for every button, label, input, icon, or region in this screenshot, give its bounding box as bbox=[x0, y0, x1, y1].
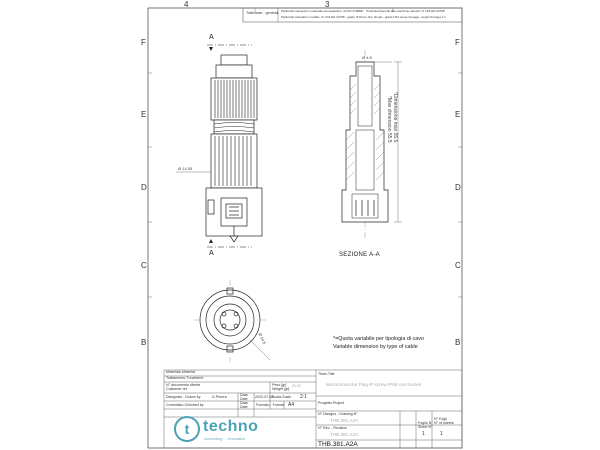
tolerance-label: Tolleranze - generali bbox=[246, 11, 279, 15]
date-label-2: Data bbox=[240, 401, 248, 405]
designer-label: Disegnato - Drawn by bbox=[166, 395, 201, 399]
zone-letter-c-left: C bbox=[141, 261, 147, 270]
revision-value: THB.381.A2A bbox=[330, 432, 359, 437]
zone-letter-f-left: F bbox=[141, 38, 146, 47]
date-label: Data bbox=[240, 393, 248, 397]
scale-label: Scala-Scale bbox=[272, 395, 292, 399]
designer-value: G.Pirrera bbox=[212, 395, 227, 399]
dimension-top-diameter: Ø 4.8 bbox=[362, 55, 372, 60]
material-label: Materiale-Material: bbox=[166, 370, 196, 374]
dimension-max-length-it: *Dimensione max 55.5 bbox=[392, 92, 398, 143]
dimension-side-diameter: Ø 14.55 bbox=[178, 166, 193, 171]
dimension-max-length-en: *Max dimension 55.5 bbox=[386, 96, 392, 143]
zone-number-3: 3 bbox=[325, 0, 330, 9]
note-italian: *=Quota variabile per tipologia di cavo bbox=[333, 336, 424, 342]
section-mark-bottom: A bbox=[209, 250, 214, 257]
sheets-label: N° Fogli bbox=[434, 417, 447, 421]
zone-number-4: 4 bbox=[184, 0, 189, 9]
scale-value: 2:1 bbox=[300, 394, 307, 400]
revision-label: N° Rev. - Revision bbox=[318, 426, 348, 430]
drawing-value: THB.381.A2A bbox=[330, 418, 359, 423]
zone-letter-e-left: E bbox=[141, 110, 147, 119]
svg-text:t: t bbox=[184, 421, 190, 437]
sheets-value: 1 bbox=[440, 431, 443, 437]
techno-logo-mark bbox=[175, 417, 199, 441]
zone-letter-f-right: F bbox=[455, 38, 460, 47]
drawing-code: THB.381.A2A bbox=[318, 441, 358, 448]
date-value: 2022-07-08 bbox=[255, 395, 274, 399]
sheet-label-en: Sheet N° bbox=[418, 425, 433, 429]
zone-letter-d-left: D bbox=[141, 183, 147, 192]
zone-letter-e-right: E bbox=[455, 110, 461, 119]
checked-label: Controllato-Checked by bbox=[166, 403, 204, 407]
section-label: SEZIONE A-A bbox=[339, 252, 380, 258]
weight-value: 21.91 bbox=[292, 384, 301, 388]
zone-letter-b-left: B bbox=[141, 338, 147, 347]
sheets-label-en: N° of sheets bbox=[434, 421, 454, 425]
tolerance-line-2: Particolari tranciati in metallo: rif. UNI EN 22768 - grado IT10 per dim. lineari - grado IT11 quote di piega - angoli di piega ± 1 bbox=[281, 15, 446, 19]
format-label: Formato - Format bbox=[256, 403, 284, 407]
title-label: Titolo-Title bbox=[318, 372, 335, 376]
weight-label-en: Weight [gr] bbox=[272, 387, 290, 391]
sheet-label: Foglio N° bbox=[418, 421, 433, 425]
section-mark-top: A bbox=[209, 34, 214, 41]
zone-letter-b-right: B bbox=[455, 338, 461, 347]
dimension-face-diameter: Ø 14.5 bbox=[257, 332, 268, 346]
connector-front-view bbox=[194, 280, 270, 362]
customer-doc-label: N° documento cliente bbox=[166, 383, 201, 387]
date-label-en-2: Date bbox=[240, 405, 248, 409]
zone-letter-c-right: C bbox=[455, 261, 461, 270]
title-value: Microconnector Plug IP screw IP68 con tracker bbox=[326, 382, 422, 387]
sheet-value: 1 bbox=[422, 431, 425, 437]
customer-ref-label: Customer ref bbox=[166, 387, 187, 391]
date-label-en: Date bbox=[240, 397, 248, 401]
project-label: Progetto-Project bbox=[318, 401, 344, 405]
drawing-label: N° Disegno - Drawing N° bbox=[318, 412, 358, 416]
tolerance-line-1: Particolari stampati in materiale termoplastico: di ISO 2768MK · Particolari lavorati alle macchine utensili: rif. UNI EN 22768 bbox=[281, 9, 445, 13]
format-value: A4 bbox=[288, 402, 295, 408]
treatment-label: Trattamento-Treatment: bbox=[166, 376, 204, 380]
techno-logo-tagline: connecting ... innovation bbox=[204, 437, 245, 441]
techno-logo-wordmark: techno bbox=[203, 418, 259, 435]
zone-letter-d-right: D bbox=[455, 183, 461, 192]
note-english: Variable dimension by type of cable bbox=[333, 344, 418, 350]
connector-section-view bbox=[342, 50, 402, 238]
weight-label: Peso [gr] bbox=[272, 383, 287, 387]
